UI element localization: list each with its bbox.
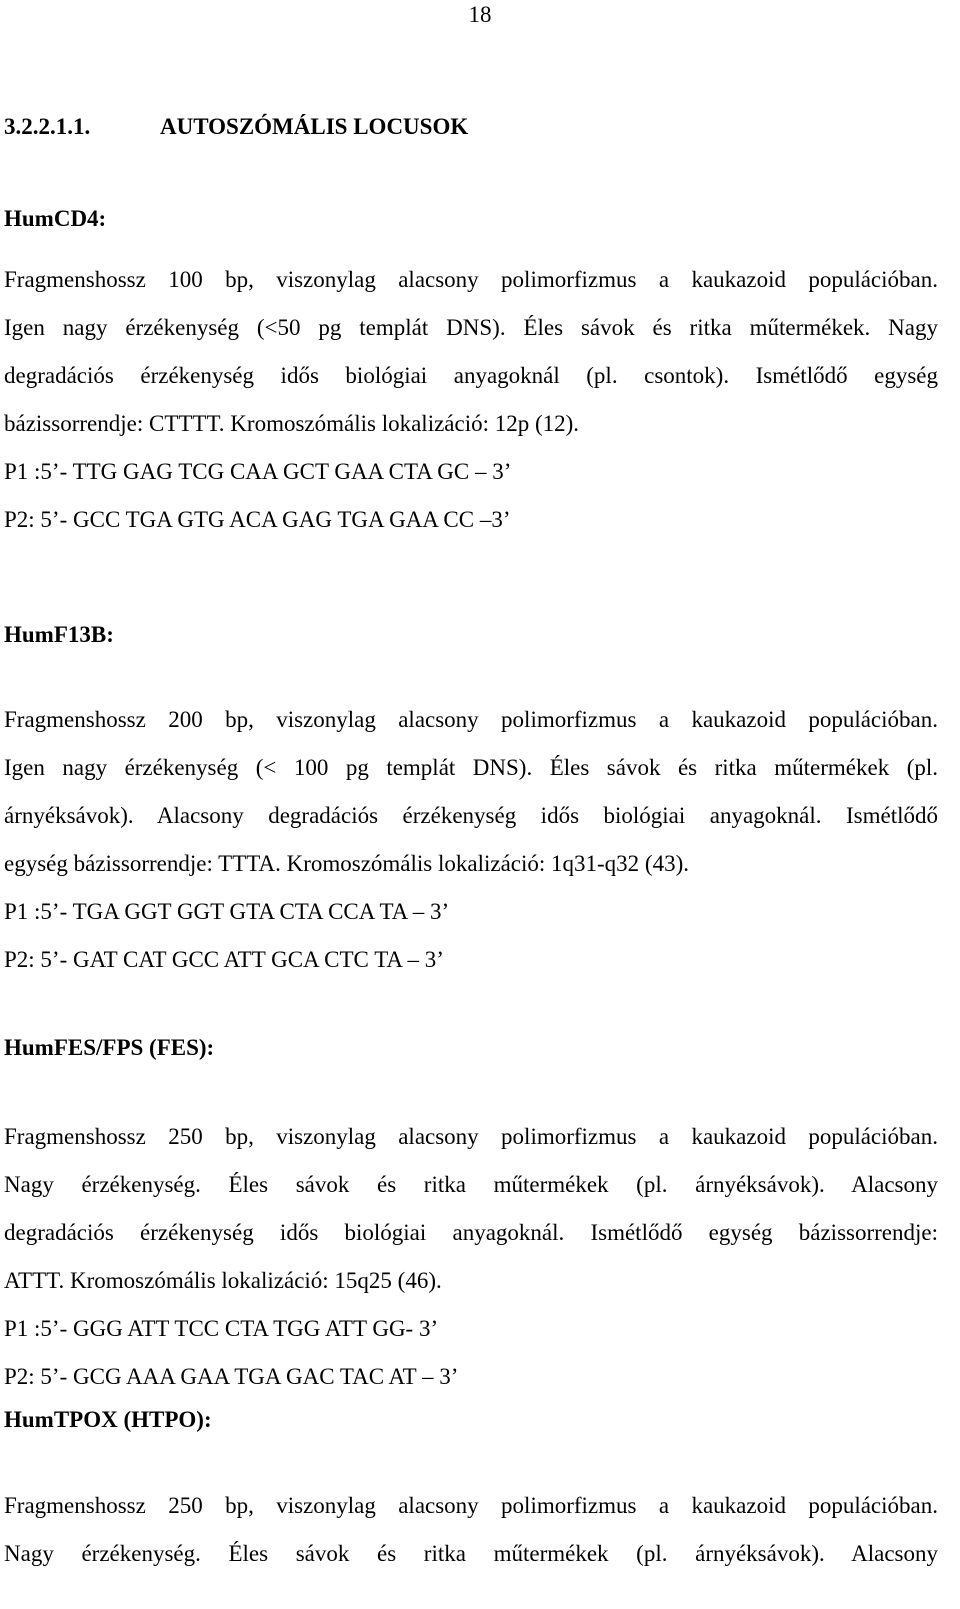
locus-humfes-description	[4, 1113, 938, 1401]
primer-p1: P1 :5’- TTG GAG TCG CAA GCT GAA CTA GC – 3’	[4, 459, 512, 484]
locus-humtpox	[4, 1405, 938, 1435]
text-line: degradációs érzékenység idős biológiai anyagoknál (pl. csontok). Ismétlődő egység	[4, 363, 938, 388]
text-line: Nagy érzékenység. Éles sávok és ritka műtermékek (pl. árnyéksávok). Alacsony	[4, 1172, 938, 1197]
locus-description	[4, 696, 938, 888]
primer-p1: P1 :5’- GGG ATT TCC CTA TGG ATT GG- 3’	[4, 1316, 439, 1341]
locus-description	[4, 256, 938, 448]
text-line: Igen nagy érzékenység (< 100 pg templát DNS). Éles sávok és ritka műtermékek (pl.	[4, 755, 938, 780]
locus-humfes	[4, 1033, 938, 1063]
locus-description	[4, 1482, 938, 1578]
text-line: bázissorrendje: CTTTT. Kromoszómális lokalizáció: 12p (12).	[4, 411, 580, 436]
text-line: Igen nagy érzékenység (<50 pg templát DNS). Éles sávok és ritka műtermékek. Nagy	[4, 315, 938, 340]
text-line: ATTT. Kromoszómális lokalizáció: 15q25 (46).	[4, 1268, 442, 1293]
primer-p2: P2: 5’- GCG AAA GAA TGA GAC TAC AT – 3’	[4, 1364, 459, 1389]
locus-humcd4-description	[4, 256, 938, 544]
text-line: Fragmenshossz 250 bp, viszonylag alacsony polimorfizmus a kaukazoid populációban.	[4, 1124, 938, 1149]
text-line: Fragmenshossz 250 bp, viszonylag alacsony polimorfizmus a kaukazoid populációban.	[4, 1493, 938, 1518]
text-line: Fragmenshossz 200 bp, viszonylag alacsony polimorfizmus a kaukazoid populációban.	[4, 707, 938, 732]
primer-p2: P2: 5’- GCC TGA GTG ACA GAG TGA GAA CC –3’	[4, 507, 511, 532]
locus-humcd4	[4, 204, 938, 234]
locus-title: HumCD4:	[4, 206, 107, 231]
text-line: Fragmenshossz 100 bp, viszonylag alacsony polimorfizmus a kaukazoid populációban.	[4, 267, 938, 292]
locus-title: HumTPOX (HTPO):	[4, 1407, 212, 1432]
section-number: 3.2.2.1.1.	[4, 114, 91, 139]
section-title: AUTOSZÓMÁLIS LOCUSOK	[160, 114, 469, 139]
locus-humtpox-description	[4, 1482, 938, 1578]
primer-p1: P1 :5’- TGA GGT GGT GTA CTA CCA TA – 3’	[4, 899, 450, 924]
primer-p2: P2: 5’- GAT CAT GCC ATT GCA CTC TA – 3’	[4, 947, 444, 972]
text-line: Nagy érzékenység. Éles sávok és ritka műtermékek (pl. árnyéksávok). Alacsony	[4, 1541, 938, 1566]
locus-humf13b-description	[4, 696, 938, 984]
locus-humf13b	[4, 620, 938, 650]
section-heading	[4, 112, 468, 142]
text-line: egység bázissorrendje: TTTA. Kromoszómális lokalizáció: 1q31-q32 (43).	[4, 851, 690, 876]
text-line: árnyéksávok). Alacsony degradációs érzékenység idős biológiai anyagoknál. Ismétlődő	[4, 803, 938, 828]
page-number: 18	[468, 2, 492, 27]
locus-title: HumF13B:	[4, 622, 114, 647]
text-line: degradációs érzékenység idős biológiai anyagoknál. Ismétlődő egység bázissorrendje:	[4, 1220, 938, 1245]
locus-description	[4, 1113, 938, 1305]
locus-title: HumFES/FPS (FES):	[4, 1035, 215, 1060]
